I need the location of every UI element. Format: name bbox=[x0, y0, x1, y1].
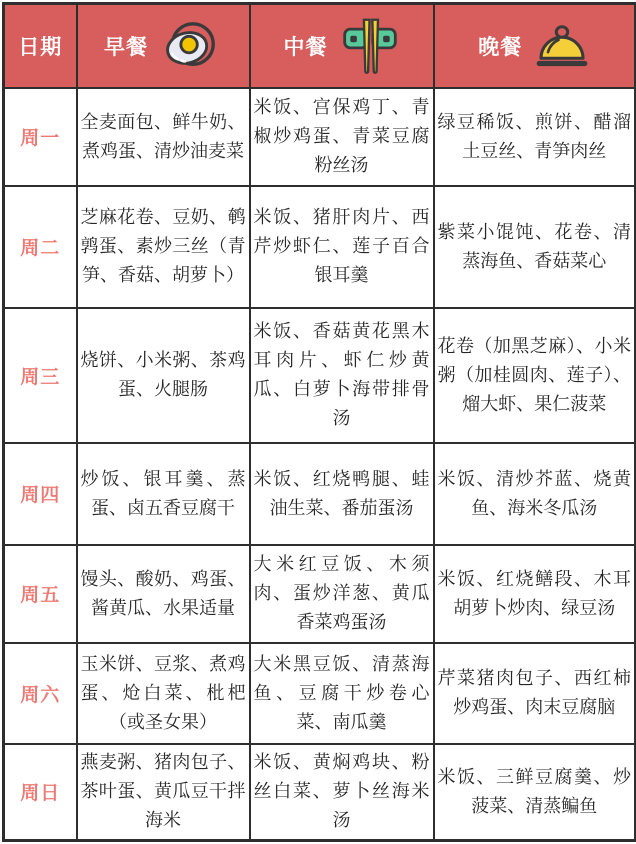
day-label: 周日 bbox=[4, 744, 77, 841]
breakfast-cell: 烧饼、小米粥、茶鸡蛋、火腿肠 bbox=[77, 308, 250, 443]
row-wednesday bbox=[4, 308, 636, 443]
row-thursday bbox=[4, 443, 636, 545]
row-saturday bbox=[4, 643, 636, 744]
lunch-cell: 米饭、红烧鸭腿、蛙油生菜、番茄蛋汤 bbox=[250, 443, 434, 545]
header-dinner bbox=[434, 4, 636, 88]
header-breakfast bbox=[77, 4, 250, 88]
weekly-meal-plan-table bbox=[2, 2, 636, 842]
dinner-cell: 米饭、红烧鳝段、木耳胡萝卜炒肉、绿豆汤 bbox=[434, 545, 636, 643]
dinner-cell: 绿豆稀饭、煎饼、醋溜土豆丝、青笋肉丝 bbox=[434, 88, 636, 186]
row-monday bbox=[4, 88, 636, 186]
chopsticks-icon bbox=[340, 14, 400, 78]
breakfast-cell: 馒头、酸奶、鸡蛋、酱黄瓜、水果适量 bbox=[77, 545, 250, 643]
table-header-row bbox=[4, 4, 636, 88]
day-label: 周一 bbox=[4, 88, 77, 186]
header-dinner-label: 晚餐 bbox=[478, 35, 523, 59]
dinner-cell: 紫菜小馄饨、花卷、清蒸海鱼、香菇菜心 bbox=[434, 186, 636, 308]
breakfast-cell: 芝麻花卷、豆奶、鹌鹑蛋、素炒三丝（青笋、香菇、胡萝卜） bbox=[77, 186, 250, 308]
dinner-cell: 米饭、清炒芥蓝、烧黄鱼、海米冬瓜汤 bbox=[434, 443, 636, 545]
row-tuesday bbox=[4, 186, 636, 308]
header-lunch-label: 中餐 bbox=[283, 35, 328, 59]
header-date bbox=[4, 4, 77, 88]
lunch-cell: 米饭、香菇黄花黑木耳肉片、虾仁炒黄瓜、白萝卜海带排骨汤 bbox=[250, 308, 434, 443]
header-breakfast-label: 早餐 bbox=[104, 35, 148, 59]
lunch-cell: 米饭、猪肝肉片、西芹炒虾仁、莲子百合银耳羹 bbox=[250, 186, 434, 308]
breakfast-cell: 炒饭、银耳羹、蒸蛋、卤五香豆腐干 bbox=[77, 443, 250, 545]
lunch-cell: 米饭、黄焖鸡块、粉丝白菜、萝卜丝海米汤 bbox=[250, 744, 434, 841]
day-label: 周二 bbox=[4, 186, 77, 308]
lunch-cell: 米饭、宫保鸡丁、青椒炒鸡蛋、青菜豆腐粉丝汤 bbox=[250, 88, 434, 186]
lunch-cell: 大米红豆饭、木须肉、蛋炒洋葱、黄瓜香菜鸡蛋汤 bbox=[250, 545, 434, 643]
header-date-label: 日期 bbox=[18, 35, 63, 59]
breakfast-cell: 燕麦粥、猪肉包子、茶叶蛋、黄瓜豆干拌海米 bbox=[77, 744, 250, 841]
day-label: 周六 bbox=[4, 643, 77, 744]
dinner-cell: 米饭、三鲜豆腐羹、炒菠菜、清蒸鳊鱼 bbox=[434, 744, 636, 841]
row-sunday bbox=[4, 744, 636, 841]
row-friday bbox=[4, 545, 636, 643]
day-label: 周五 bbox=[4, 545, 77, 643]
cloche-icon bbox=[534, 20, 590, 72]
dinner-cell: 花卷（加黑芝麻）、小米粥（加桂圆肉、莲子）、熘大虾、果仁菠菜 bbox=[434, 308, 636, 443]
header-lunch bbox=[250, 4, 434, 88]
fried-egg-icon bbox=[160, 17, 222, 75]
day-label: 周四 bbox=[4, 443, 77, 545]
dinner-cell: 芹菜猪肉包子、西红柿炒鸡蛋、肉末豆腐脑 bbox=[434, 643, 636, 744]
day-label: 周三 bbox=[4, 308, 77, 443]
lunch-cell: 大米黑豆饭、清蒸海鱼、豆腐干炒卷心菜、南瓜羹 bbox=[250, 643, 434, 744]
breakfast-cell: 全麦面包、鲜牛奶、煮鸡蛋、清炒油麦菜 bbox=[77, 88, 250, 186]
breakfast-cell: 玉米饼、豆浆、煮鸡蛋、炝白菜、枇杷（或圣女果） bbox=[77, 643, 250, 744]
